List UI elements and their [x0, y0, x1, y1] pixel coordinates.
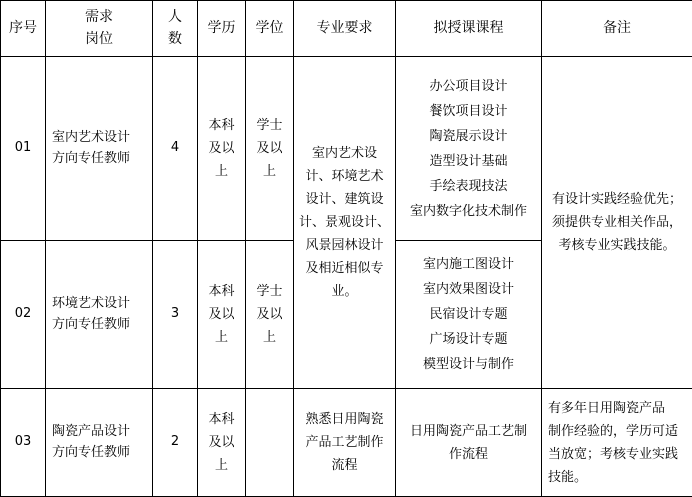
education-cell: [198, 241, 246, 389]
courses-cell: [396, 57, 542, 241]
major-line: 业。: [294, 280, 395, 303]
course-item: 室内数字化技术制作: [396, 199, 541, 224]
major-line: 熟悉日用陶瓷: [294, 408, 395, 431]
remark-line: 技能。: [548, 466, 688, 489]
remark-line: 当放宽；考核专业实践: [548, 443, 688, 466]
position-line: 方向专任教师: [52, 315, 148, 335]
seq-cell: 01: [1, 57, 46, 241]
education-line: 及以: [198, 303, 245, 326]
remark-line: 须提供专业相关作品，: [542, 211, 692, 234]
education-cell: [198, 57, 246, 241]
major-line: 计、景观设计、: [294, 211, 395, 234]
header-count: [153, 1, 198, 57]
position-line: 室内艺术设计: [52, 128, 148, 148]
position-line: 方向专任教师: [52, 149, 148, 169]
header-count-line1: 人: [153, 7, 197, 29]
position-line: 环境艺术设计: [52, 294, 148, 314]
major-line: 计、环境艺术: [294, 165, 395, 188]
position-cell: [46, 241, 153, 389]
course-item: 陶瓷展示设计: [396, 124, 541, 149]
course-item: 广场设计专题: [396, 327, 541, 352]
course-item: 日用陶瓷产品工艺制: [396, 420, 541, 443]
remark-line: 有设计实践经验优先；: [542, 188, 692, 211]
table-row-03: [1, 389, 692, 497]
education-line: 本科: [198, 114, 245, 137]
major-line: 室内艺术设: [294, 142, 395, 165]
major-line: 及相近相似专: [294, 257, 395, 280]
education-line: 上: [198, 326, 245, 349]
degree-line: 上: [246, 326, 293, 349]
seq-cell: 03: [1, 389, 46, 497]
header-seq: 序号: [1, 1, 46, 57]
education-line: 及以: [198, 137, 245, 160]
table-row-01: [1, 57, 692, 241]
course-item: 作流程: [396, 443, 541, 466]
degree-cell-empty: [246, 389, 294, 497]
education-line: 本科: [198, 280, 245, 303]
course-item: 室内效果图设计: [396, 277, 541, 302]
education-line: 上: [198, 454, 245, 477]
course-item: 办公项目设计: [396, 74, 541, 99]
header-remark: 备注: [542, 1, 692, 57]
degree-line: 学士: [246, 114, 293, 137]
course-item: 室内施工图设计: [396, 252, 541, 277]
degree-line: 及以: [246, 137, 293, 160]
degree-line: 及以: [246, 303, 293, 326]
header-position-line2: 岗位: [46, 29, 152, 51]
major-line: 风景园林设计: [294, 234, 395, 257]
count-cell: 2: [153, 389, 198, 497]
remark-line: 考核专业实践技能。: [542, 234, 692, 257]
position-cell: [46, 389, 153, 497]
course-item: 手绘表现技法: [396, 174, 541, 199]
remark-cell-shared: [542, 57, 692, 389]
header-courses: 拟授课课程: [396, 1, 542, 57]
position-line: 方向专任教师: [52, 443, 148, 463]
courses-cell: [396, 241, 542, 389]
education-cell: [198, 389, 246, 497]
degree-line: 学士: [246, 280, 293, 303]
header-count-line2: 数: [153, 29, 197, 51]
header-degree: 学位: [246, 1, 294, 57]
education-line: 及以: [198, 431, 245, 454]
course-item: 模型设计与制作: [396, 352, 541, 377]
header-major: 专业要求: [294, 1, 396, 57]
course-item: 造型设计基础: [396, 149, 541, 174]
major-line: 设计、建筑设: [294, 188, 395, 211]
remark-line: 有多年日用陶瓷产品: [548, 397, 688, 420]
major-line: 产品工艺制作: [294, 431, 395, 454]
header-education: 学历: [198, 1, 246, 57]
degree-cell: [246, 241, 294, 389]
remark-line: 制作经验的，学历可适: [548, 420, 688, 443]
header-row: [1, 1, 692, 57]
header-position: [46, 1, 153, 57]
major-cell-shared: [294, 57, 396, 389]
degree-cell: [246, 57, 294, 241]
count-cell: 3: [153, 241, 198, 389]
course-item: 民宿设计专题: [396, 302, 541, 327]
position-cell: [46, 57, 153, 241]
education-line: 本科: [198, 408, 245, 431]
degree-line: 上: [246, 160, 293, 183]
major-line: 流程: [294, 454, 395, 477]
courses-cell: [396, 389, 542, 497]
remark-cell: [542, 389, 692, 497]
major-cell: [294, 389, 396, 497]
seq-cell: 02: [1, 241, 46, 389]
header-position-line1: 需求: [46, 7, 152, 29]
position-line: 陶瓷产品设计: [52, 422, 148, 442]
education-line: 上: [198, 160, 245, 183]
course-item: 餐饮项目设计: [396, 99, 541, 124]
count-cell: 4: [153, 57, 198, 241]
